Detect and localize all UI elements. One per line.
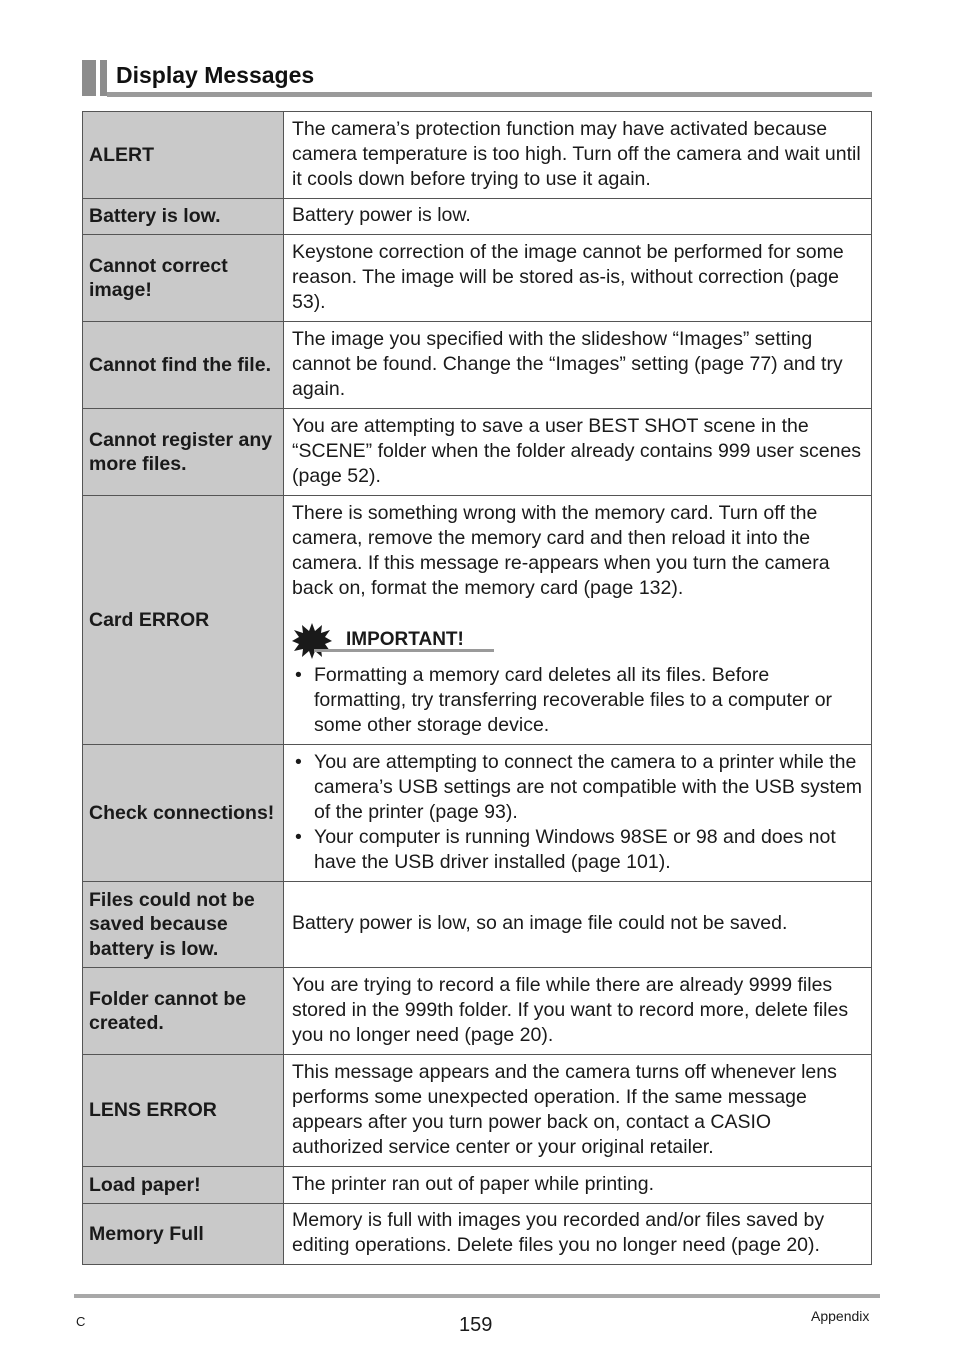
table-row	[83, 235, 872, 322]
message-description: The camera’s protection function may have activated because camera temperature is too high. Turn off the camera and wait until it cools down before trying to use it again.	[284, 112, 872, 199]
footer-mark: C	[76, 1314, 86, 1329]
messages-table	[82, 111, 872, 1265]
message-description: This message appears and the camera turns off whenever lens performs some unexpected operation. If the same message appears after you turn power back on, contact a CASIO authorized service center or your original retailer.	[284, 1055, 872, 1167]
table-row	[83, 1167, 872, 1204]
important-callout	[292, 623, 863, 659]
section-heading	[82, 60, 872, 98]
message-description: Battery power is low.	[284, 199, 872, 235]
message-description	[284, 496, 872, 745]
table-row	[83, 1204, 872, 1265]
message-name: Cannot register any more files.	[83, 409, 284, 496]
bullet-list	[292, 663, 863, 738]
heading-underline	[107, 92, 872, 97]
table-row	[83, 1055, 872, 1167]
message-name: LENS ERROR	[83, 1055, 284, 1167]
message-name: Card ERROR	[83, 496, 284, 745]
message-name: Load paper!	[83, 1167, 284, 1204]
table-row	[83, 112, 872, 199]
message-description: The image you specified with the slideshow “Images” setting cannot be found. Change the “Images” setting (page 77) and try again.	[284, 322, 872, 409]
table-row	[83, 882, 872, 968]
heading-bar-decoration	[82, 60, 96, 96]
heading-bar-decoration-thin	[100, 60, 107, 96]
message-name: Memory Full	[83, 1204, 284, 1265]
message-name: Check connections!	[83, 745, 284, 882]
message-name: Cannot find the file.	[83, 322, 284, 409]
message-name: ALERT	[83, 112, 284, 199]
message-name: Folder cannot be created.	[83, 968, 284, 1055]
table-row	[83, 409, 872, 496]
page-title: Display Messages	[116, 62, 315, 88]
starburst-icon	[292, 623, 332, 659]
message-description: You are trying to record a file while there are already 9999 files stored in the 999th folder. If you want to record more, delete files you no longer need (page 20).	[284, 968, 872, 1055]
message-name: Battery is low.	[83, 199, 284, 235]
table-row	[83, 199, 872, 235]
important-label: IMPORTANT!	[346, 628, 464, 650]
message-name: Files could not be saved because battery is low.	[83, 882, 284, 968]
description-text: There is something wrong with the memory card. Turn off the camera, remove the memory card and then reload it into the camera. If this message re-appears when you turn the camera back on, format the memory card (page 132).	[292, 501, 830, 599]
message-description: You are attempting to save a user BEST SHOT scene in the “SCENE” folder when the folder already contains 999 user scenes (page 52).	[284, 409, 872, 496]
message-description: The printer ran out of paper while printing.	[284, 1167, 872, 1204]
page-number: 159	[459, 1314, 493, 1336]
footer-section: Appendix	[811, 1308, 870, 1324]
message-name: Cannot correct image!	[83, 235, 284, 322]
message-description: Keystone correction of the image cannot be performed for some reason. The image will be stored as-is, without correction (page 53).	[284, 235, 872, 322]
message-description	[284, 745, 872, 882]
table-row	[83, 745, 872, 882]
message-description: Battery power is low, so an image file could not be saved.	[284, 882, 872, 968]
bullet-list	[292, 750, 863, 875]
table-row	[83, 968, 872, 1055]
list-item: • Your computer is running Windows 98SE or 98 and does not have the USB driver installed (page 101).	[292, 825, 863, 875]
footer-divider	[74, 1294, 880, 1298]
list-item: • Formatting a memory card deletes all its files. Before formatting, try transferring recoverable files to a computer or some other storage device.	[292, 663, 863, 738]
table-row	[83, 496, 872, 745]
message-description: Memory is full with images you recorded and/or files saved by editing operations. Delete files you no longer need (page 20).	[284, 1204, 872, 1265]
list-item: • You are attempting to connect the camera to a printer while the camera’s USB settings are not compatible with the USB system of the printer (page 93).	[292, 750, 863, 825]
table-row	[83, 322, 872, 409]
